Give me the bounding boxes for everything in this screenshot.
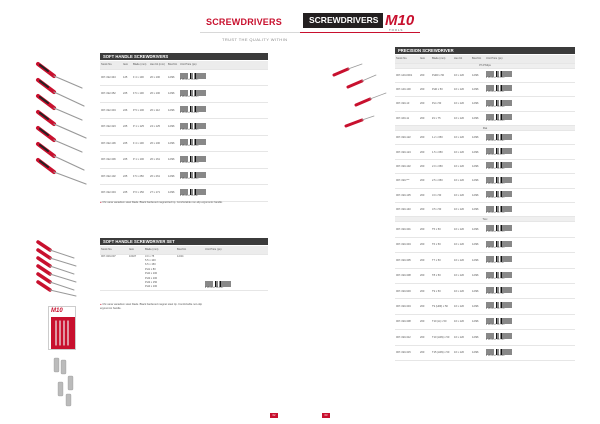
cell-price bbox=[485, 330, 575, 345]
cell-box: 12/96 bbox=[471, 268, 485, 283]
table-row bbox=[395, 159, 575, 173]
cell-stock: 007-190-122 bbox=[395, 131, 419, 145]
cell-item: 200 bbox=[419, 145, 431, 159]
table-row bbox=[395, 299, 575, 314]
cell-blade: #1 x 75 bbox=[431, 111, 453, 125]
barcode-number: 8 681304 552730 bbox=[486, 246, 505, 249]
table-row bbox=[100, 152, 268, 169]
col-box: Box/Ctn bbox=[471, 55, 485, 63]
col-blade: Blade (mm) bbox=[431, 55, 453, 63]
cell-item: 200 bbox=[419, 97, 431, 111]
soft-screwdrivers-image bbox=[34, 58, 94, 188]
cell-blade: P 5 x 100 bbox=[132, 102, 149, 119]
barcode-number: 8 681304 552761 bbox=[486, 292, 505, 295]
barcode-icon bbox=[486, 177, 512, 183]
cell-item: 200 bbox=[419, 188, 431, 202]
barcode-number: 8 681304 552754 bbox=[486, 277, 505, 280]
cell-stock: 007-190-135 bbox=[395, 188, 419, 202]
cell-stock: 007-029-007 bbox=[100, 254, 128, 290]
blade-size: PH1 x 80 bbox=[145, 267, 156, 271]
barcode-number: 8 681304 552778 bbox=[486, 308, 505, 311]
cell-hex: 26 x 100 bbox=[149, 135, 167, 152]
table-row bbox=[100, 119, 268, 136]
cell-stock: 007-190-305 bbox=[395, 253, 419, 268]
cell-item: 200 bbox=[419, 253, 431, 268]
cell-box: 12/96 bbox=[471, 82, 485, 96]
cell-price bbox=[485, 345, 575, 360]
cell-item: 200 bbox=[419, 345, 431, 360]
barcode-number: 8 681304 552808 bbox=[486, 354, 505, 357]
cell-box: 12/96 bbox=[471, 237, 485, 252]
tagline: TRUST THE QUALITY WITHIN bbox=[222, 37, 288, 42]
cell-hex: 16 x 120 bbox=[453, 345, 471, 360]
table-header-row bbox=[100, 246, 268, 254]
cell-stock: 007-192-304 bbox=[100, 102, 122, 119]
cell-stock: 007-190-*** bbox=[395, 174, 419, 188]
col-item: Item bbox=[122, 61, 132, 69]
cell-box: 12/96 bbox=[167, 135, 179, 152]
barcode-icon bbox=[486, 272, 512, 278]
barcode-number: 8 681304 554956 bbox=[180, 145, 199, 148]
blade-size: PH2 x 100 bbox=[145, 272, 158, 276]
cell-box: 12/96 bbox=[471, 283, 485, 298]
bullet-icon: ● bbox=[100, 303, 102, 306]
cell-box: 12/96 bbox=[471, 159, 485, 173]
cell-blade: T8 x 50 bbox=[431, 268, 453, 283]
soft-handle-section-title: SOFT HANDLE SCREWDRIVERS bbox=[100, 53, 268, 60]
cell-hex: 16 x 120 bbox=[453, 131, 471, 145]
precision-screwdrivers-image bbox=[330, 55, 390, 115]
screwdriver-7 bbox=[38, 160, 86, 184]
soft-handle-table bbox=[100, 61, 268, 202]
cell-price bbox=[485, 203, 575, 217]
col-stock: Stock No. bbox=[100, 61, 122, 69]
table-row bbox=[395, 203, 575, 217]
cell-box: 12/96 bbox=[471, 299, 485, 314]
cell-item: 225 bbox=[122, 185, 132, 202]
table-row bbox=[395, 145, 575, 159]
blade-size: PH4 x 100 bbox=[145, 285, 158, 289]
cell-price bbox=[485, 283, 575, 298]
cell-price bbox=[485, 299, 575, 314]
table-row bbox=[395, 268, 575, 283]
barcode-number: 8 681304 554970 bbox=[180, 161, 199, 164]
cell-item: 200 bbox=[419, 159, 431, 173]
cell-box: 12/96 bbox=[167, 152, 179, 169]
cell-price bbox=[485, 159, 575, 173]
subheader-label: Ph Philips bbox=[395, 63, 575, 68]
barcode-icon bbox=[180, 90, 206, 96]
package-tools-icon bbox=[53, 319, 73, 347]
cell-stock: 007-190-315 bbox=[395, 345, 419, 360]
cell-item: 200 bbox=[419, 330, 431, 345]
col-price: Unit Price (ps) bbox=[204, 246, 268, 254]
cell-hex: 26 x 100 bbox=[149, 86, 167, 103]
cell-blade: 2.0 x 050 bbox=[431, 159, 453, 173]
screwdriver-set-image bbox=[34, 238, 94, 298]
barcode-number: 8 681304 552723 bbox=[486, 231, 505, 234]
cell-blade: PH x 50 bbox=[431, 97, 453, 111]
cell-box: 12/96 bbox=[471, 345, 485, 360]
table-row bbox=[100, 135, 268, 152]
barcode-number: 8 681304 554901 bbox=[205, 287, 224, 290]
cell-box: 12/96 bbox=[471, 131, 485, 145]
cell-blade: T7 x 50 bbox=[431, 253, 453, 268]
cell-box: 12/96 bbox=[167, 69, 179, 86]
table-row bbox=[395, 111, 575, 125]
table-row bbox=[100, 254, 268, 290]
cell-item: 200 bbox=[419, 82, 431, 96]
cell-hex: 16 x 120 bbox=[453, 97, 471, 111]
cell-box: 12/96 bbox=[471, 174, 485, 188]
set-note bbox=[100, 303, 210, 310]
cell-blade: F 5 x 100 bbox=[132, 86, 149, 103]
barcode-number: 8 681304 552648 bbox=[486, 105, 505, 108]
cell-blade: P 1 x 125 bbox=[132, 119, 149, 136]
subheader-label: Torx bbox=[395, 217, 575, 222]
col-box: Box/Ctn bbox=[167, 61, 179, 69]
set-package-image bbox=[48, 306, 76, 350]
cell-item: 225 bbox=[122, 119, 132, 136]
table-row bbox=[395, 283, 575, 298]
cell-item: 225 bbox=[122, 86, 132, 103]
cell-price bbox=[179, 135, 268, 152]
set-section-title: SOFT HANDLE SCREWDRIVER SET bbox=[100, 238, 268, 245]
cell-item: 225 bbox=[122, 152, 132, 169]
cell-hex: 16 x 120 bbox=[453, 145, 471, 159]
col-blade: Blade (mm) bbox=[132, 61, 149, 69]
cell-hex: 16 x 120 bbox=[453, 222, 471, 237]
barcode-number: 8 681304 552785 bbox=[486, 323, 505, 326]
cell-blade: P 6 x 150 bbox=[132, 185, 149, 202]
cell-price bbox=[485, 97, 575, 111]
page-number-right: 63 bbox=[322, 413, 330, 418]
cell-stock: 007-192-306 bbox=[100, 152, 122, 169]
cell-hex: 16 x 120 bbox=[453, 330, 471, 345]
barcode-icon bbox=[486, 318, 512, 324]
cell-box: 12/96 bbox=[167, 185, 179, 202]
cell-price bbox=[179, 185, 268, 202]
cell-stock: 007-190-132 bbox=[395, 159, 419, 173]
package-logo: M10 bbox=[51, 308, 63, 314]
barcode-icon bbox=[486, 349, 512, 355]
table-header-row bbox=[100, 61, 268, 69]
page-title-right: SCREWDRIVERS bbox=[303, 13, 383, 28]
barcode-number: 8 681304 552679 bbox=[486, 153, 505, 156]
cell-price bbox=[485, 145, 575, 159]
cell-item: 200 bbox=[419, 314, 431, 329]
cell-blades bbox=[144, 254, 176, 290]
precision-grip-image bbox=[340, 112, 380, 142]
cell-hex: 26 x 161 bbox=[149, 152, 167, 169]
cell-blade: PH00 x 50 bbox=[431, 68, 453, 82]
cell-price bbox=[204, 254, 268, 290]
cell-hex: 16 x 120 bbox=[453, 188, 471, 202]
barcode-number: 8 681304 554932 bbox=[180, 79, 199, 82]
cell-item: 226 bbox=[122, 102, 132, 119]
col-price: Unit Price (ps) bbox=[485, 55, 575, 63]
barcode-number: 8 681304 552662 bbox=[486, 139, 505, 142]
cell-stock: 007-190-308 bbox=[395, 268, 419, 283]
table-row bbox=[395, 68, 575, 82]
table-row bbox=[395, 97, 575, 111]
cell-box: 12/96 bbox=[471, 97, 485, 111]
barcode-number: 8 681304 554885 bbox=[180, 128, 199, 131]
cell-stock: 007-192-343 bbox=[100, 69, 122, 86]
cell-blade: T5 x 50 bbox=[431, 222, 453, 237]
barcode-number: 8 681304 552655 bbox=[486, 120, 505, 123]
cell-stock: 007-190-124 bbox=[395, 145, 419, 159]
set-table bbox=[100, 246, 268, 291]
cell-price bbox=[179, 119, 268, 136]
cell-blade: F 4 x 100 bbox=[132, 135, 149, 152]
cell-stock: 007-190-304 bbox=[395, 299, 419, 314]
barcode-number: 8 681304 552709 bbox=[486, 197, 505, 200]
cell-blade: P 1 x 100 bbox=[132, 152, 149, 169]
col-hex: Hex bit (mm) bbox=[149, 61, 167, 69]
set-note-text: Chr-vana vanadium steel blade. Black hardened magnet steel tip. Comfortable non-slip ergonomic handle. bbox=[100, 303, 203, 310]
barcode-icon bbox=[486, 134, 512, 140]
blade-size: 6.5 x 150 bbox=[145, 263, 156, 267]
cell-blade: 1.5 x 050 bbox=[431, 145, 453, 159]
cell-hex: 16 x 120 bbox=[453, 237, 471, 252]
logo-mark: M10 bbox=[385, 12, 415, 29]
cell-hex: 24 x 125 bbox=[149, 119, 167, 136]
cell-price bbox=[179, 152, 268, 169]
cell-box: 12/96 bbox=[471, 68, 485, 82]
cell-box: 12/96 bbox=[167, 168, 179, 185]
barcode-icon bbox=[486, 206, 512, 212]
header-rule-right bbox=[300, 32, 420, 33]
cell-hex: 16 x 120 bbox=[453, 299, 471, 314]
page-title-left: SCREWDRIVERS bbox=[206, 17, 282, 27]
page-number-left: 62 bbox=[270, 413, 278, 418]
cell-item: 200 bbox=[419, 299, 431, 314]
table-row bbox=[395, 82, 575, 96]
cell-hex: 16 x 120 bbox=[453, 111, 471, 125]
table-header-row bbox=[395, 55, 575, 63]
cell-price bbox=[485, 314, 575, 329]
cell-stock: 007-192-106 bbox=[100, 135, 122, 152]
cell-item: 200 bbox=[419, 131, 431, 145]
cell-box: 12/96 bbox=[471, 330, 485, 345]
cell-stock: 007-190-301 bbox=[395, 222, 419, 237]
col-box: Box/Ctn bbox=[176, 246, 204, 254]
cell-price bbox=[485, 253, 575, 268]
cell-stock: 007-190-13 bbox=[395, 97, 419, 111]
cell-stock: 007-192-352 bbox=[100, 86, 122, 103]
cell-item: 200 bbox=[419, 237, 431, 252]
cell-hex: 16 x 120 bbox=[453, 159, 471, 173]
cell-item: 200 bbox=[419, 111, 431, 125]
cell-price bbox=[485, 237, 575, 252]
cell-price bbox=[485, 68, 575, 82]
cell-box: 12/96 bbox=[471, 145, 485, 159]
table-row bbox=[395, 222, 575, 237]
cell-item: 200 bbox=[419, 68, 431, 82]
table-row bbox=[395, 253, 575, 268]
cell-price bbox=[485, 131, 575, 145]
cell-item: 125 bbox=[122, 69, 132, 86]
cell-box: 12/24 bbox=[176, 254, 204, 290]
blade-size: PH3 x 150 bbox=[145, 280, 158, 284]
precision-section-title: PRECISION SCREWDRIVER bbox=[395, 47, 575, 54]
cell-blade: 2.5 x 050 bbox=[431, 174, 453, 188]
cell-blade: 1.2 x 050 bbox=[431, 131, 453, 145]
cell-hex: 16 x 120 bbox=[453, 283, 471, 298]
table-row bbox=[395, 237, 575, 252]
col-item: Item bbox=[419, 55, 431, 63]
cell-box: 12/96 bbox=[167, 86, 179, 103]
cell-price bbox=[179, 69, 268, 86]
brand-logo bbox=[385, 13, 421, 33]
col-hex: Hex bit bbox=[453, 55, 471, 63]
cell-box: 12/96 bbox=[167, 119, 179, 136]
barcode-number: 8 681304 554987 bbox=[180, 194, 199, 197]
cell-stock: 007-192-304 bbox=[100, 185, 122, 202]
barcode-number: 8 681304 552693 bbox=[486, 182, 505, 185]
cell-price bbox=[485, 111, 575, 125]
cell-hex: 20 x 100 bbox=[149, 69, 167, 86]
barcode-icon bbox=[180, 189, 206, 195]
cell-hex: 16 x 120 bbox=[453, 203, 471, 217]
table-row bbox=[100, 168, 268, 185]
logo-subtext: TOOLS bbox=[389, 28, 404, 32]
cell-item: 200 bbox=[419, 268, 431, 283]
table-row bbox=[395, 131, 575, 145]
cell-stock: 007-140-100 bbox=[395, 82, 419, 96]
cell-price bbox=[485, 222, 575, 237]
cell-stock: 007-190-308 bbox=[395, 314, 419, 329]
table-row bbox=[395, 314, 575, 329]
cell-stock: 007-160-11 bbox=[395, 111, 419, 125]
cell-price bbox=[179, 86, 268, 103]
cell-item: 10027 bbox=[128, 254, 144, 290]
cell-box: 12/96 bbox=[471, 314, 485, 329]
cell-hex: 16 x 120 bbox=[453, 174, 471, 188]
cell-stock: 007-190-903 bbox=[395, 283, 419, 298]
cell-item: 225 bbox=[122, 168, 132, 185]
cell-stock: 007-190-140 bbox=[395, 203, 419, 217]
barcode-number: 8 681304 552716 bbox=[486, 211, 505, 214]
cell-hex: 26 x 261 bbox=[149, 168, 167, 185]
barcode-number: 8 681304 554963 bbox=[180, 112, 199, 115]
cell-stock: 007-140-0001 bbox=[395, 68, 419, 82]
blade-size: PH3 x 100 bbox=[145, 276, 158, 280]
cell-box: 12/96 bbox=[471, 188, 485, 202]
cell-blade: T15 (H09) x 50 bbox=[431, 345, 453, 360]
table-row bbox=[100, 185, 268, 202]
cell-blade: T9 (H09) x 50 bbox=[431, 299, 453, 314]
cell-blade: 3.5 x 50 bbox=[431, 203, 453, 217]
barcode-icon bbox=[486, 100, 512, 106]
barcode-number: 8 681304 552747 bbox=[486, 262, 505, 265]
col-stock: Stock No. bbox=[100, 246, 128, 254]
bit-tips-image bbox=[52, 356, 82, 408]
table-row bbox=[395, 188, 575, 202]
cell-item: 200 bbox=[419, 203, 431, 217]
header-rule-left bbox=[200, 32, 300, 33]
cell-box: 12/96 bbox=[471, 111, 485, 125]
cell-stock: 007-192-323 bbox=[100, 119, 122, 136]
barcode-number: 8 681304 554994 bbox=[180, 178, 199, 181]
table-row bbox=[395, 174, 575, 188]
barcode-number: 8 681304 552624 bbox=[486, 76, 505, 79]
cell-item: 225 bbox=[122, 135, 132, 152]
barcode-icon bbox=[180, 156, 206, 162]
table-row bbox=[395, 330, 575, 345]
cell-box: 12/96 bbox=[167, 102, 179, 119]
cell-hex: 16 x 120 bbox=[453, 253, 471, 268]
cell-price bbox=[485, 82, 575, 96]
col-blade: Blade (mm) bbox=[144, 246, 176, 254]
cell-blade: F 5 x 250 bbox=[132, 168, 149, 185]
cell-blade: 3.0 x 50 bbox=[431, 188, 453, 202]
subheader-label: Flat bbox=[395, 126, 575, 131]
cell-blade: T10 (H) x 50 bbox=[431, 314, 453, 329]
barcode-number: 8 681304 554949 bbox=[180, 95, 199, 98]
cell-item: 200 bbox=[419, 222, 431, 237]
cell-box: 12/96 bbox=[471, 222, 485, 237]
col-price: Unit Price (ps) bbox=[179, 61, 268, 69]
col-stock: Stock No. bbox=[395, 55, 419, 63]
cell-stock: 007-190-312 bbox=[395, 330, 419, 345]
barcode-number: 8 681304 552792 bbox=[486, 339, 505, 342]
cell-item: 200 bbox=[419, 174, 431, 188]
cell-blade: T6 x 50 bbox=[431, 237, 453, 252]
cell-stock: 007-190-304 bbox=[395, 237, 419, 252]
cell-hex: 16 x 120 bbox=[453, 68, 471, 82]
barcode-icon bbox=[180, 123, 206, 129]
cell-stock: 007-192-102 bbox=[100, 168, 122, 185]
barcode-number: 8 681304 552686 bbox=[486, 168, 505, 171]
table-row bbox=[100, 102, 268, 119]
cell-price bbox=[485, 188, 575, 202]
table-row bbox=[395, 345, 575, 360]
soft-handle-note bbox=[100, 201, 275, 205]
cell-blade: T10 (H09) x 50 bbox=[431, 330, 453, 345]
cell-blade: T9 x 50 bbox=[431, 283, 453, 298]
cell-price bbox=[179, 168, 268, 185]
blade-size: 3.0 x 75 bbox=[145, 254, 155, 258]
precision-table bbox=[395, 55, 575, 361]
cell-hex: 16 x 120 bbox=[453, 268, 471, 283]
blade-size: 5.5 x 100 bbox=[145, 258, 156, 262]
cell-box: 12/96 bbox=[471, 253, 485, 268]
barcode-icon bbox=[486, 241, 512, 247]
cell-box: 12/96 bbox=[471, 203, 485, 217]
bullet-icon: ● bbox=[100, 201, 102, 204]
cell-price bbox=[485, 268, 575, 283]
table-row bbox=[100, 69, 268, 86]
cell-item: 200 bbox=[419, 283, 431, 298]
cell-hex: 27 x 171 bbox=[149, 185, 167, 202]
cell-blade: F 4 x 100 bbox=[132, 69, 149, 86]
cell-blade: PH0 x 50 bbox=[431, 82, 453, 96]
cell-hex: 16 x 120 bbox=[453, 314, 471, 329]
col-item: Item bbox=[128, 246, 144, 254]
cell-hex: 16 x 120 bbox=[453, 82, 471, 96]
barcode-number: 8 681304 552631 bbox=[486, 91, 505, 94]
cell-price bbox=[485, 174, 575, 188]
cell-price bbox=[179, 102, 268, 119]
soft-handle-note-text: Chr-vana vanadium steel blade. Black hardened magnetized tip. Comfortable non-slip ergonomic handle. bbox=[102, 201, 223, 204]
cell-hex: 26 x 112 bbox=[149, 102, 167, 119]
table-row bbox=[100, 86, 268, 103]
